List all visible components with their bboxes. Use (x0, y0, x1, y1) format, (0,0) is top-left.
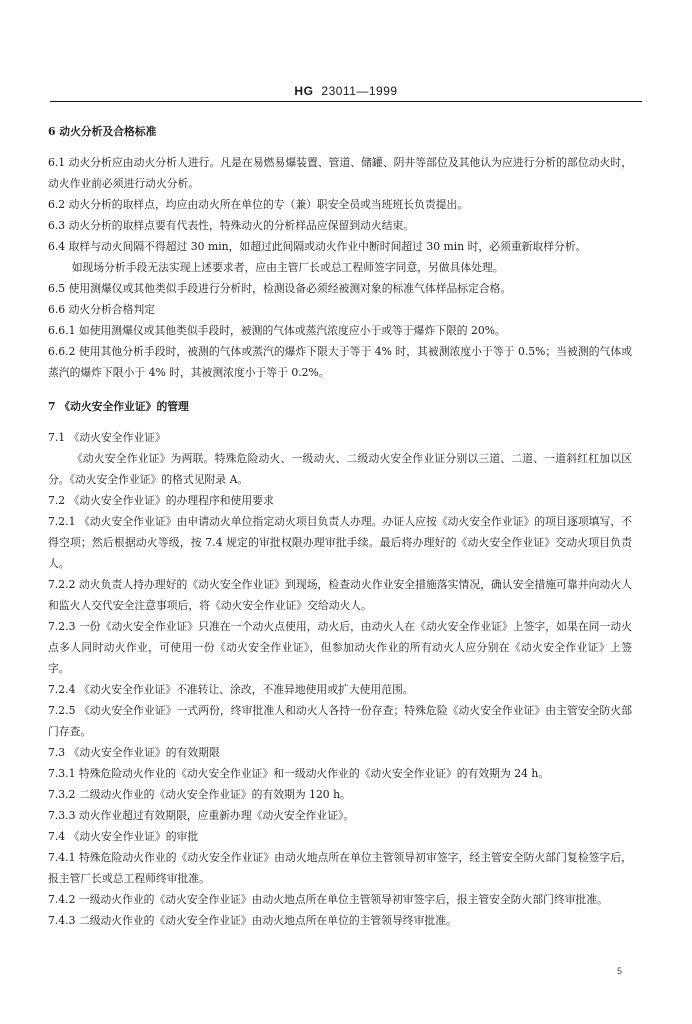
clause: 7.4.2 一级动火作业的《动火安全作业证》由动火地点所在单位主管领导初审签字后，报主管安全防火部门终审批准。 (48, 893, 608, 906)
clause: 7.3.3 动火作业超过有效期限，应重新办理《动火安全作业证》。 (48, 809, 355, 822)
clause: 7.2.2 动火负责人持办理好的《动火安全作业证》到现场，检查动火作业安全措施落实情况，确认安全措施可靠并向动火人和监火人交代安全注意事项后，将《动火安全作业证》交给动火人。 (48, 578, 632, 612)
clause: 7.4.1 特殊危险动火作业的《动火安全作业证》由动火地点所在单位主管领导初审签字，经主管安全防火部门复检签字后，报主管厂长或总工程师终审批准。 (48, 851, 632, 885)
clause: 6.1 动火分析应由动火分析人进行。凡是在易燃易爆装置、管道、储罐、阴井等部位及其他认为应进行分析的部位动火时，动火作业前必须进行动火分析。 (48, 156, 632, 190)
clause: 7.4.3 二级动火作业的《动火安全作业证》由动火地点所在单位的主管领导终审批准。 (48, 914, 457, 927)
header-rule (50, 101, 642, 102)
standard-code: 23011—1999 (321, 84, 398, 98)
clause: 7.3.1 特殊危险动火作业的《动火安全作业证》和一级动火作业的《动火安全作业证》的有效期为 24 h。 (48, 767, 550, 780)
paragraph: 《动火安全作业证》为两联。特殊危险动火、一级动火、二级动火安全作业证分别以三道、二道、一道斜红杠加以区分。《动火安全作业证》的格式见附录 A。 (48, 452, 632, 486)
clause: 7.2.3 一份《动火安全作业证》只准在一个动火点使用，动火后，由动火人在《动火安全作业证》上签字，如果在同一动火点多人同时动火作业，可使用一份《动火安全作业证》，但参加动火作业的所有动火人应分别在《动火安全作业证》上签字。 (48, 620, 632, 675)
clause: 7.2.1 《动火安全作业证》由申请动火单位指定动火项目负责人办理。办证人应按《动火安全作业证》的项目逐项填写，不得空项；然后根据动火等级，按 7.4 规定的审批权限办理审批手续。最后将办理好的《动火安全作业证》交动火项目负责人。 (48, 515, 632, 570)
clause: 7.2 《动火安全作业证》的办理程序和使用要求 (48, 494, 274, 507)
spacer (48, 142, 632, 152)
section-heading: 7 《动火安全作业证》的管理 (48, 400, 189, 413)
page-number: 5 (616, 966, 622, 976)
paragraph: 如现场分析手段无法实现上述要求者，应由主管厂长或总工程师签字同意，另做具体处理。 (71, 261, 504, 274)
document-body (48, 121, 632, 931)
clause: 7.3 《动火安全作业证》的有效期限 (48, 746, 220, 759)
spacer (48, 383, 632, 396)
clause: 6.6.2 使用其他分析手段时，被测的气体或蒸汽的爆炸下限大于等于 4% 时，其被测浓度小于等于 0.5%；当被测的气体或蒸汽的爆炸下限小于 4% 时，其被测浓度小于等于 0.2%。 (48, 345, 632, 379)
standard-prefix: HG (294, 84, 314, 98)
clause: 7.2.4 《动火安全作业证》不准转让、涂改，不准异地使用或扩大使用范围。 (48, 683, 414, 696)
clause: 6.2 动火分析的取样点，均应由动火所在单位的专（兼）职安全员或当班班长负责提出。 (48, 198, 469, 211)
clause: 7.3.2 二级动火作业的《动火安全作业证》的有效期为 120 h。 (48, 788, 351, 801)
section-heading: 6 动火分析及合格标准 (48, 125, 157, 138)
clause: 6.4 取样与动火间隔不得超过 30 min，如超过此间隔或动火作业中断时间超过 30 min 时，必须重新取样分析。 (48, 240, 587, 253)
clause: 6.6.1 如使用测爆仪或其他类似手段时，被测的气体或蒸汽浓度应小于或等于爆炸下限的 20%。 (48, 324, 506, 337)
clause: 7.4 《动火安全作业证》的审批 (48, 830, 199, 843)
clause: 7.1 《动火安全作业证》 (48, 431, 166, 444)
clause: 6.5 使用测爆仪或其他类似手段进行分析时，检测设备必须经被测对象的标准气体样品标定合格。 (48, 282, 512, 295)
page-header (0, 84, 692, 98)
spacer (48, 417, 632, 427)
clause: 7.2.5 《动火安全作业证》一式两份，终审批准人和动火人各持一份存查；特殊危险《动火安全作业证》由主管安全防火部门存查。 (48, 704, 632, 738)
clause: 6.3 动火分析的取样点要有代表性，特殊动火的分析样品应保留到动火结束。 (48, 219, 415, 232)
clause: 6.6 动火分析合格判定 (48, 303, 155, 316)
